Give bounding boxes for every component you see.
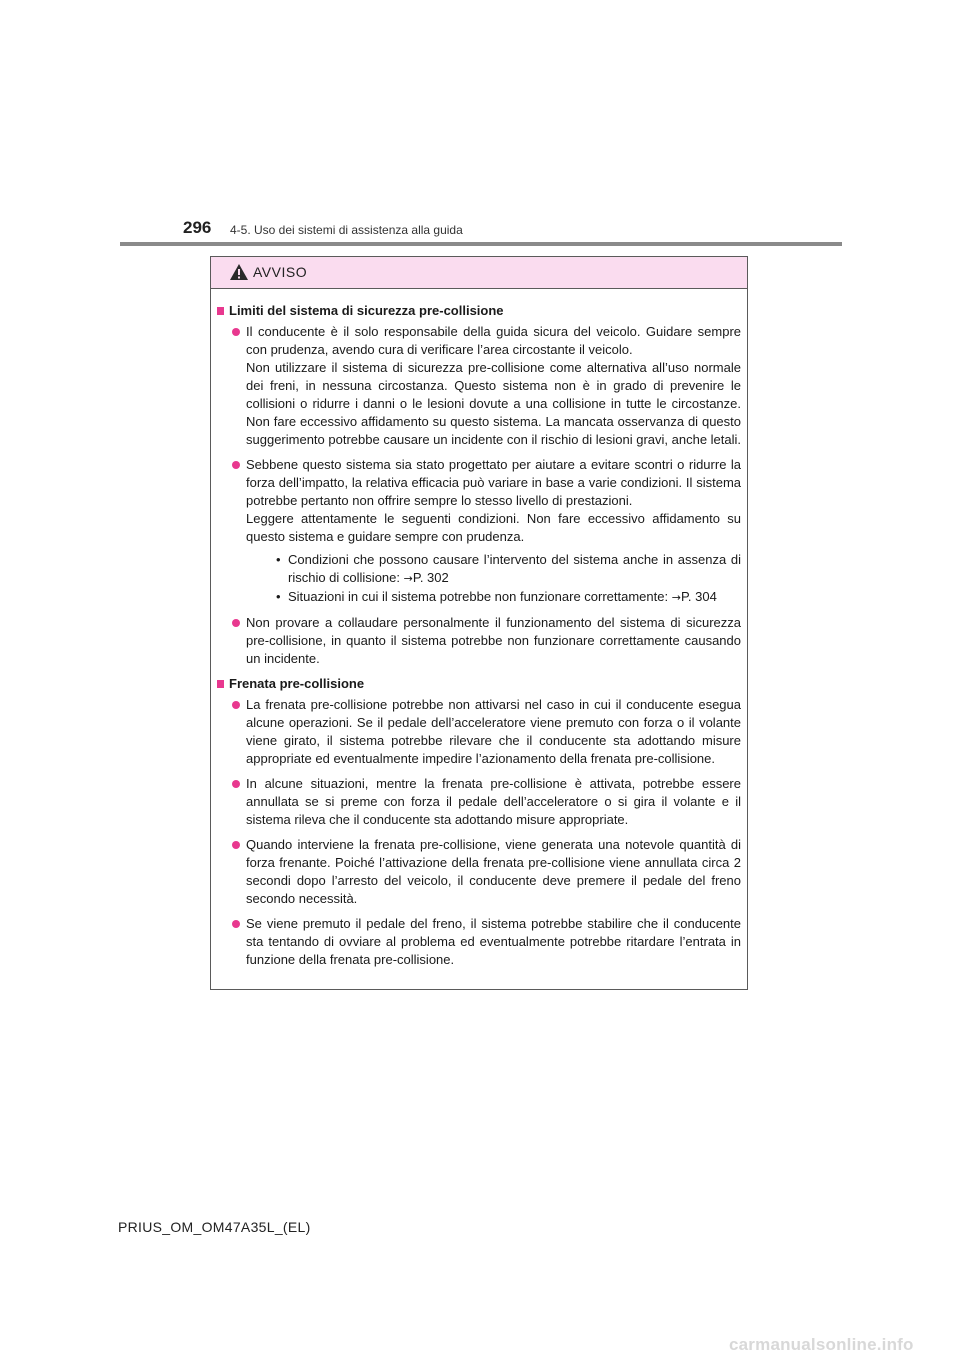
bullet-text: [246, 614, 741, 668]
bullet-text: [246, 323, 741, 449]
bullet-text: [246, 456, 741, 607]
bullet-text: [246, 836, 741, 908]
warning-triangle-icon: [229, 263, 249, 281]
paragraph: Leggere attentamente le seguenti condizioni. Non fare eccessivo affidamento su questo sistema e guidare sempre con prudenza.: [246, 511, 741, 544]
round-bullet-icon: [232, 619, 240, 627]
arrow-right-icon: →: [403, 572, 413, 585]
sub-list: [276, 551, 741, 607]
section-heading-text: Frenata pre-collisione: [229, 676, 365, 691]
paragraph: Non provare a collaudare personalmente il funzionamento del sistema di sicurezza pre-collisione, in quanto il sistema potrebbe non funzionare correttamente causando un incidente.: [246, 615, 741, 666]
paragraph: Sebbene questo sistema sia stato progettato per aiutare a evitare scontri o ridurre la forza dell’impatto, la relativa efficacia può variare in base a varie condizioni. Il sistema potrebbe pertanto non offrire sempre lo stesso livello di prestazioni.: [246, 457, 741, 508]
footer-doc-code: PRIUS_OM_OM47A35L_(EL): [118, 1219, 311, 1235]
round-bullet-icon: [232, 701, 240, 709]
bullet-item: [232, 614, 741, 668]
warning-header: [211, 257, 747, 289]
square-bullet-icon: [217, 680, 224, 688]
section-heading: [217, 675, 741, 693]
bullet-item: [232, 456, 741, 607]
square-bullet-icon: [217, 307, 224, 315]
paragraph: In alcune situazioni, mentre la frenata pre-collisione è attivata, potrebbe essere annullata se si preme con forza il pedale dell’acceleratore o si gira il volante e il sistema rileva che il conducente sta adottando misure appropriate.: [246, 776, 741, 827]
round-bullet-icon: [232, 328, 240, 336]
paragraph: Il conducente è il solo responsabile della guida sicura del veicolo. Guidare sempre con prudenza, avendo cura di verificare l’area circostante il veicolo.: [246, 324, 741, 357]
round-bullet-icon: [232, 920, 240, 928]
watermark: carmanualsonline.info: [729, 1335, 914, 1354]
round-bullet-icon: [232, 780, 240, 788]
bullet-item: [232, 696, 741, 768]
round-bullet-icon: [232, 461, 240, 469]
bullet-item: [232, 836, 741, 908]
bullet-item: [232, 323, 741, 449]
sub-item-text: [288, 551, 741, 588]
warning-body: [211, 289, 747, 969]
paragraph: Quando interviene la frenata pre-collisione, viene generata una notevole quantità di forza frenante. Poiché l’attivazione della frenata pre-collisione viene annullata circa 2 secondi dopo l’arresto del veicolo, il conducente deve premere il pedale del freno secondo necessità.: [246, 837, 741, 906]
sub-item-text: [288, 588, 741, 607]
round-bullet-icon: [232, 841, 240, 849]
bullet-text: [246, 696, 741, 768]
page-number: 296: [183, 218, 212, 237]
section-heading-text: Limiti del sistema di sicurezza pre-collisione: [229, 303, 504, 318]
bullet-text: [246, 775, 741, 829]
sub-list-item: [276, 588, 741, 607]
arrow-right-icon: →: [671, 591, 681, 604]
header-rule: [120, 242, 842, 246]
sub-item-label: Situazioni in cui il sistema potrebbe non funzionare correttamente:: [288, 589, 672, 604]
dot-bullet: •: [276, 552, 281, 567]
page-reference-link[interactable]: P. 304: [680, 589, 717, 604]
paragraph: Non utilizzare il sistema di sicurezza pre-collisione come alternativa all’uso normale dei freni, in nessuna circostanza. Questo sistema non è in grado di prevenire le collisioni o ridurre i danni o le lesioni dovute a una collisione in tutte le circostanze. Non fare eccessivo affidamento su questo sistema. La mancata osservanza di questo suggerimento potrebbe causare un incidente con il rischio di lesioni gravi, anche letali.: [246, 360, 742, 447]
bullet-item: [232, 915, 741, 969]
paragraph: La frenata pre-collisione potrebbe non attivarsi nel caso in cui il conducente esegua alcune operazioni. Se il pedale dell’acceleratore viene premuto con forza o il volante viene girato, il sistema potrebbe rilevare che il conducente sta adottando misure appropriate ed eventualmente impedire l’azionamento della frenata pre-collisione.: [246, 697, 741, 766]
paragraph: Se viene premuto il pedale del freno, il sistema potrebbe stabilire che il conducente sta tentando di ovviare al problema ed eventualmente potrebbe ritardare l’entrata in funzione della frenata pre-collisione.: [246, 916, 741, 967]
section-title: 4-5. Uso dei sistemi di assistenza alla guida: [230, 223, 463, 237]
section-heading: [217, 302, 741, 320]
sub-list-item: [276, 551, 741, 588]
bullet-text: [246, 915, 741, 969]
warning-box: [210, 256, 748, 990]
sub-item-label: Condizioni che possono causare l’intervento del sistema anche in assenza di rischio di collisione:: [288, 552, 741, 585]
page-reference-link[interactable]: P. 302: [412, 570, 449, 585]
warning-label: AVVISO: [253, 264, 308, 280]
dot-bullet: •: [276, 589, 281, 604]
bullet-item: [232, 775, 741, 829]
